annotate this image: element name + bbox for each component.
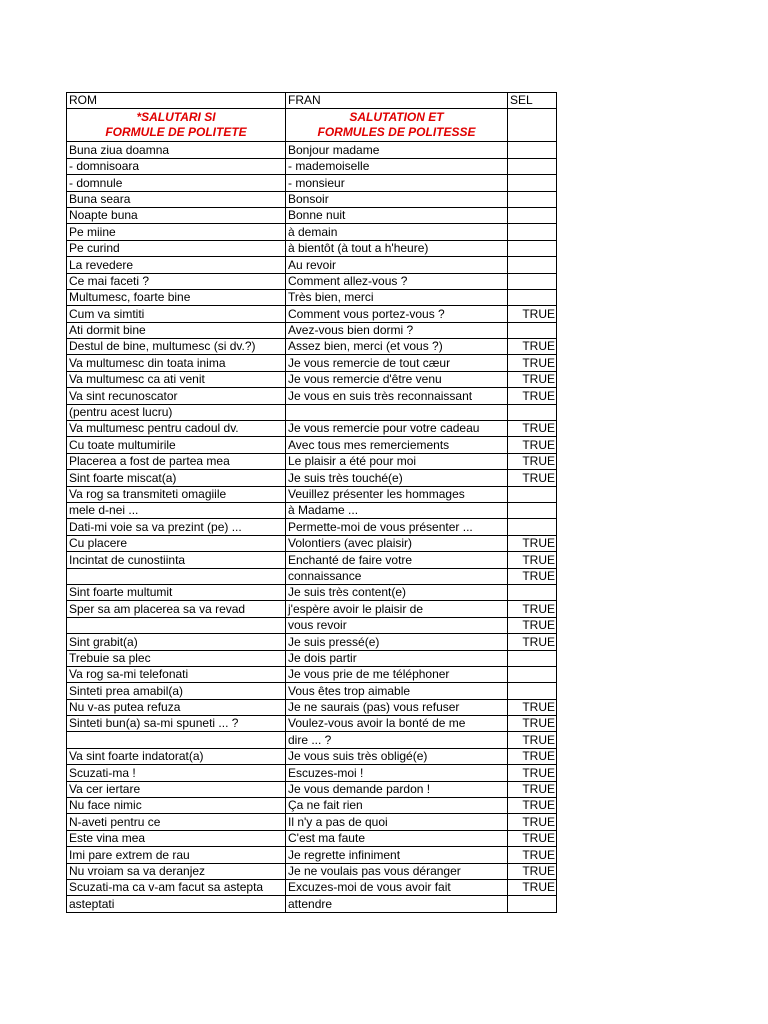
table-row [67, 355, 557, 371]
cell-fran: dire ... ? [286, 732, 508, 748]
title-fran-line2: FORMULES DE POLITESSE [317, 125, 476, 140]
cell-sel: TRUE [508, 617, 557, 633]
cell-sel [508, 224, 557, 240]
table-row [67, 421, 557, 437]
cell-sel: TRUE [508, 830, 557, 846]
cell-rom: Sint foarte miscat(a) [67, 470, 286, 486]
cell-rom: Va multumesc din toata inima [67, 355, 286, 371]
cell-fran: Avez-vous bien dormi ? [286, 322, 508, 338]
cell-rom: Buna seara [67, 191, 286, 207]
cell-fran: à bientôt (à tout a h'heure) [286, 240, 508, 256]
cell-sel [508, 683, 557, 699]
table-row [67, 371, 557, 387]
cell-rom: Sinteti prea amabil(a) [67, 683, 286, 699]
title-sel [508, 109, 557, 142]
cell-fran: - mademoiselle [286, 158, 508, 174]
cell-sel [508, 273, 557, 289]
cell-fran: C'est ma faute [286, 830, 508, 846]
cell-fran: Bonjour madame [286, 142, 508, 158]
title-rom-line2: FORMULE DE POLITETE [105, 125, 247, 140]
table-row [67, 896, 557, 912]
cell-fran: vous revoir [286, 617, 508, 633]
cell-sel [508, 486, 557, 502]
cell-rom: Cu placere [67, 535, 286, 551]
cell-sel: TRUE [508, 388, 557, 404]
cell-sel: TRUE [508, 355, 557, 371]
cell-sel: TRUE [508, 699, 557, 715]
cell-sel: TRUE [508, 552, 557, 568]
cell-rom: Incintat de cunostiinta [67, 552, 286, 568]
table-row [67, 289, 557, 305]
table-row [67, 617, 557, 633]
cell-fran: Permette-moi de vous présenter ... [286, 519, 508, 535]
table-row [67, 716, 557, 732]
cell-sel: TRUE [508, 470, 557, 486]
cell-rom: Va rog sa transmiteti omagiile [67, 486, 286, 502]
table-row [67, 388, 557, 404]
cell-rom: Nu vroiam sa va deranjez [67, 863, 286, 879]
cell-fran: Excuzes-moi de vous avoir fait [286, 879, 508, 895]
table-row [67, 847, 557, 863]
cell-rom: Nu face nimic [67, 798, 286, 814]
cell-fran: Je suis pressé(e) [286, 634, 508, 650]
cell-sel: TRUE [508, 879, 557, 895]
table-row [67, 224, 557, 240]
table-row [67, 830, 557, 846]
cell-sel: TRUE [508, 781, 557, 797]
table-row [67, 634, 557, 650]
cell-fran: Enchanté de faire votre [286, 552, 508, 568]
cell-rom: Sint grabit(a) [67, 634, 286, 650]
cell-fran: Vous êtes trop aimable [286, 683, 508, 699]
cell-sel [508, 404, 557, 420]
table-row [67, 601, 557, 617]
table-row [67, 650, 557, 666]
cell-fran: Je vous prie de me téléphoner [286, 666, 508, 682]
cell-rom: Sinteti bun(a) sa-mi spuneti ... ? [67, 716, 286, 732]
cell-sel: TRUE [508, 716, 557, 732]
cell-rom: Nu v-as putea refuza [67, 699, 286, 715]
cell-sel [508, 191, 557, 207]
cell-fran: Volontiers (avec plaisir) [286, 535, 508, 551]
cell-rom: Buna ziua doamna [67, 142, 286, 158]
cell-fran: - monsieur [286, 175, 508, 191]
cell-fran: Veuillez présenter les hommages [286, 486, 508, 502]
table-row [67, 453, 557, 469]
cell-fran: Je vous suis très obligé(e) [286, 748, 508, 764]
cell-rom: Ati dormit bine [67, 322, 286, 338]
title-fran [286, 109, 508, 142]
header-row [67, 93, 557, 109]
cell-sel [508, 207, 557, 223]
table-row [67, 781, 557, 797]
table-row [67, 175, 557, 191]
cell-fran: Voulez-vous avoir la bonté de me [286, 716, 508, 732]
cell-sel: TRUE [508, 568, 557, 584]
cell-rom: Sint foarte multumit [67, 584, 286, 600]
cell-rom [67, 568, 286, 584]
cell-sel [508, 175, 557, 191]
table-row [67, 257, 557, 273]
cell-rom: Ce mai faceti ? [67, 273, 286, 289]
cell-sel [508, 240, 557, 256]
cell-rom: La revedere [67, 257, 286, 273]
cell-rom: Scuzati-ma ca v-am facut sa astepta [67, 879, 286, 895]
table-row [67, 306, 557, 322]
table-row [67, 666, 557, 682]
cell-rom: Dati-mi voie sa va prezint (pe) ... [67, 519, 286, 535]
cell-rom: Destul de bine, multumesc (si dv.?) [67, 339, 286, 355]
cell-rom: Multumesc, foarte bine [67, 289, 286, 305]
cell-fran: Assez bien, merci (et vous ?) [286, 339, 508, 355]
table-row [67, 879, 557, 895]
cell-fran: à Madame ... [286, 502, 508, 518]
cell-sel: TRUE [508, 371, 557, 387]
cell-fran: Je vous remercie d'être venu [286, 371, 508, 387]
table-row [67, 470, 557, 486]
table-row [67, 535, 557, 551]
header-fran: FRAN [286, 93, 508, 109]
cell-sel [508, 519, 557, 535]
cell-fran: Au revoir [286, 257, 508, 273]
header-rom: ROM [67, 93, 286, 109]
cell-sel: TRUE [508, 437, 557, 453]
cell-rom: Pe miine [67, 224, 286, 240]
cell-sel: TRUE [508, 732, 557, 748]
cell-rom: Pe curind [67, 240, 286, 256]
cell-fran: attendre [286, 896, 508, 912]
cell-fran: Très bien, merci [286, 289, 508, 305]
cell-rom: Va sint foarte indatorat(a) [67, 748, 286, 764]
cell-sel [508, 584, 557, 600]
cell-sel: TRUE [508, 453, 557, 469]
table-row [67, 502, 557, 518]
cell-rom: Noapte buna [67, 207, 286, 223]
table-row [67, 765, 557, 781]
cell-fran: Bonsoir [286, 191, 508, 207]
cell-rom [67, 617, 286, 633]
cell-rom: N-aveti pentru ce [67, 814, 286, 830]
cell-fran: Comment allez-vous ? [286, 273, 508, 289]
cell-fran: Je vous remercie de tout cæur [286, 355, 508, 371]
cell-rom: Va multumesc pentru cadoul dv. [67, 421, 286, 437]
cell-rom: - domnisoara [67, 158, 286, 174]
cell-fran: Je vous en suis très reconnaissant [286, 388, 508, 404]
table-row [67, 748, 557, 764]
title-rom [67, 109, 286, 142]
table-row [67, 158, 557, 174]
cell-fran: Je regrette infiniment [286, 847, 508, 863]
cell-sel [508, 322, 557, 338]
table-row [67, 683, 557, 699]
cell-sel: TRUE [508, 339, 557, 355]
table-row [67, 732, 557, 748]
cell-sel [508, 502, 557, 518]
table-row [67, 404, 557, 420]
header-sel: SEL [508, 93, 557, 109]
table-row [67, 240, 557, 256]
cell-fran: Je ne voulais pas vous déranger [286, 863, 508, 879]
cell-rom: Cum va simtiti [67, 306, 286, 322]
cell-sel: TRUE [508, 798, 557, 814]
cell-sel: TRUE [508, 863, 557, 879]
cell-rom: Va rog sa-mi telefonati [67, 666, 286, 682]
cell-rom: Scuzati-ma ! [67, 765, 286, 781]
cell-sel: TRUE [508, 765, 557, 781]
cell-fran: Comment vous portez-vous ? [286, 306, 508, 322]
cell-rom: Va multumesc ca ati venit [67, 371, 286, 387]
table-row [67, 273, 557, 289]
cell-rom [67, 732, 286, 748]
cell-fran: j'espère avoir le plaisir de [286, 601, 508, 617]
table-row [67, 191, 557, 207]
cell-fran: Escuzes-moi ! [286, 765, 508, 781]
cell-rom: Sper sa am placerea sa va revad [67, 601, 286, 617]
table-row [67, 519, 557, 535]
cell-fran: Ça ne fait rien [286, 798, 508, 814]
cell-fran: Je dois partir [286, 650, 508, 666]
cell-fran: Je ne saurais (pas) vous refuser [286, 699, 508, 715]
cell-sel: TRUE [508, 535, 557, 551]
cell-sel: TRUE [508, 601, 557, 617]
cell-sel [508, 257, 557, 273]
table-row [67, 863, 557, 879]
cell-sel: TRUE [508, 748, 557, 764]
cell-sel: TRUE [508, 421, 557, 437]
cell-fran [286, 404, 508, 420]
table-row [67, 207, 557, 223]
cell-rom: Placerea a fost de partea mea [67, 453, 286, 469]
cell-rom: Imi pare extrem de rau [67, 847, 286, 863]
cell-rom: Cu toate multumirile [67, 437, 286, 453]
cell-rom: asteptati [67, 896, 286, 912]
cell-rom: - domnule [67, 175, 286, 191]
table-row [67, 142, 557, 158]
cell-sel: TRUE [508, 847, 557, 863]
cell-sel: TRUE [508, 634, 557, 650]
table-row [67, 584, 557, 600]
table-row [67, 486, 557, 502]
cell-fran: connaissance [286, 568, 508, 584]
cell-fran: Le plaisir a été pour moi [286, 453, 508, 469]
cell-rom: (pentru acest lucru) [67, 404, 286, 420]
title-rom-line1: *SALUTARI SI [136, 110, 216, 125]
cell-rom: mele d-nei ... [67, 502, 286, 518]
cell-sel [508, 896, 557, 912]
cell-sel [508, 289, 557, 305]
cell-rom: Trebuie sa plec [67, 650, 286, 666]
cell-fran: Je suis très content(e) [286, 584, 508, 600]
table-row [67, 552, 557, 568]
table-row [67, 437, 557, 453]
cell-fran: Je suis très touché(e) [286, 470, 508, 486]
cell-rom: Va sint recunoscator [67, 388, 286, 404]
cell-fran: Je vous demande pardon ! [286, 781, 508, 797]
table-row [67, 814, 557, 830]
cell-sel: TRUE [508, 814, 557, 830]
phrase-table [66, 92, 557, 913]
table-row [67, 699, 557, 715]
table-row [67, 339, 557, 355]
table-row [67, 798, 557, 814]
cell-sel: TRUE [508, 306, 557, 322]
title-row [67, 109, 557, 142]
table-row [67, 568, 557, 584]
cell-fran: Bonne nuit [286, 207, 508, 223]
title-fran-line1: SALUTATION ET [349, 110, 444, 125]
cell-fran: Je vous remercie pour votre cadeau [286, 421, 508, 437]
cell-sel [508, 158, 557, 174]
table-row [67, 322, 557, 338]
cell-sel [508, 650, 557, 666]
cell-rom: Este vina mea [67, 830, 286, 846]
cell-fran: Il n'y a pas de quoi [286, 814, 508, 830]
cell-fran: à demain [286, 224, 508, 240]
cell-sel [508, 666, 557, 682]
cell-sel [508, 142, 557, 158]
cell-rom: Va cer iertare [67, 781, 286, 797]
cell-fran: Avec tous mes remerciements [286, 437, 508, 453]
